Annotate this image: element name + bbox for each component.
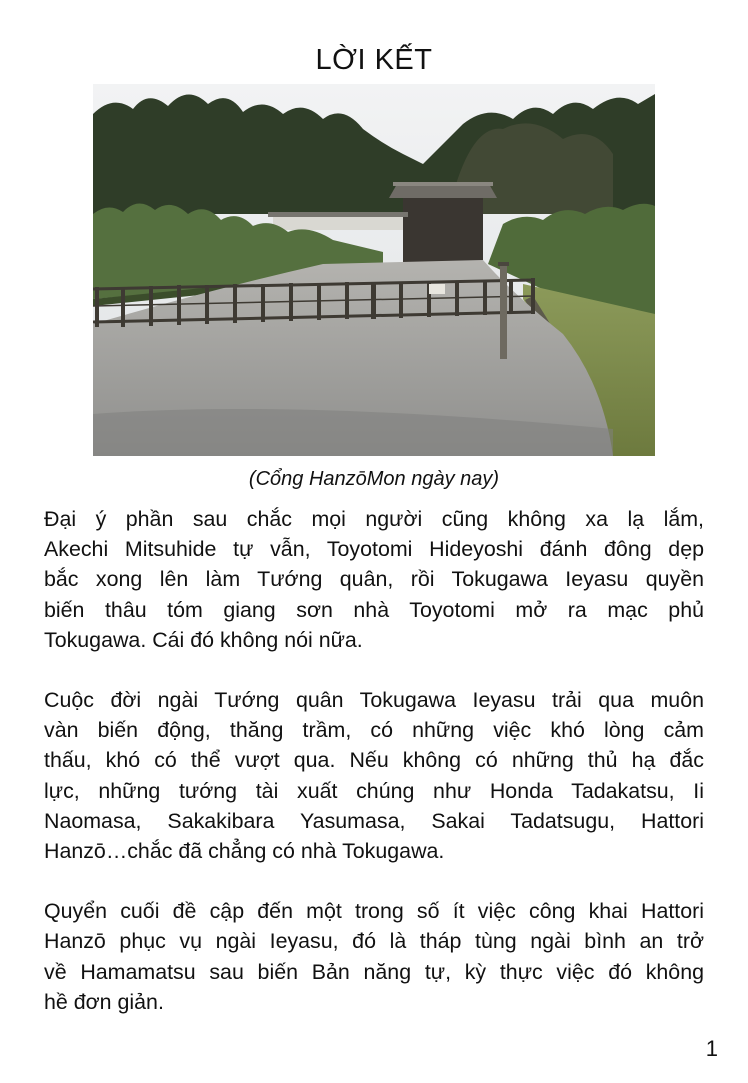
text-line: Quyển cuối đề cập đến một trong số ít việc công khai Hattori	[44, 899, 704, 924]
text-line: thấu, khó có thể vượt qua. Nếu không có những thủ hạ đắc	[44, 748, 704, 773]
text-line: Hanzō phục vụ ngài Ieyasu, đó là tháp tùng ngài bình an trở	[44, 929, 704, 954]
paragraph-1	[44, 504, 704, 655]
text-line: Naomasa, Sakakibara Yasumasa, Sakai Tadatsugu, Hattori	[44, 808, 704, 833]
paragraph-2	[44, 685, 704, 866]
gate-photo-illustration	[93, 84, 655, 456]
text-line: lực, những tướng tài xuất chúng như Honda Tadakatsu, Ii	[44, 778, 704, 803]
text-line: Hanzō…chắc đã chẳng có nhà Tokugawa.	[44, 839, 445, 864]
page-title: LỜI KẾT	[315, 44, 433, 76]
text-line: Tokugawa. Cái đó không nói nữa.	[44, 627, 363, 652]
page-number: 1	[705, 1036, 718, 1061]
gate-photo	[93, 84, 655, 456]
text-line: vàn biến động, thăng trầm, có những việc khó lòng cảm	[44, 718, 704, 743]
text-line: Đại ý phần sau chắc mọi người cũng không xa lạ lắm,	[44, 507, 704, 531]
text-line: biến thâu tóm giang sơn nhà Toyotomi mở ra mạc phủ	[44, 597, 704, 622]
body-text	[44, 504, 704, 1047]
photo-caption: (Cổng HanzōMon ngày nay)	[248, 468, 500, 490]
text-line: Akechi Mitsuhide tự vẫn, Toyotomi Hideyoshi đánh đông dẹp	[44, 537, 704, 562]
text-line: Cuộc đời ngài Tướng quân Tokugawa Ieyasu trải qua muôn	[44, 688, 704, 713]
text-line: bắc xong lên làm Tướng quân, rồi Tokugawa Ieyasu quyền	[44, 567, 704, 592]
text-line: về Hamamatsu sau biến Bản năng tự, kỳ thực việc đó không	[44, 959, 704, 984]
text-line: hề đơn giản.	[44, 989, 164, 1014]
paragraph-3	[44, 896, 704, 1017]
